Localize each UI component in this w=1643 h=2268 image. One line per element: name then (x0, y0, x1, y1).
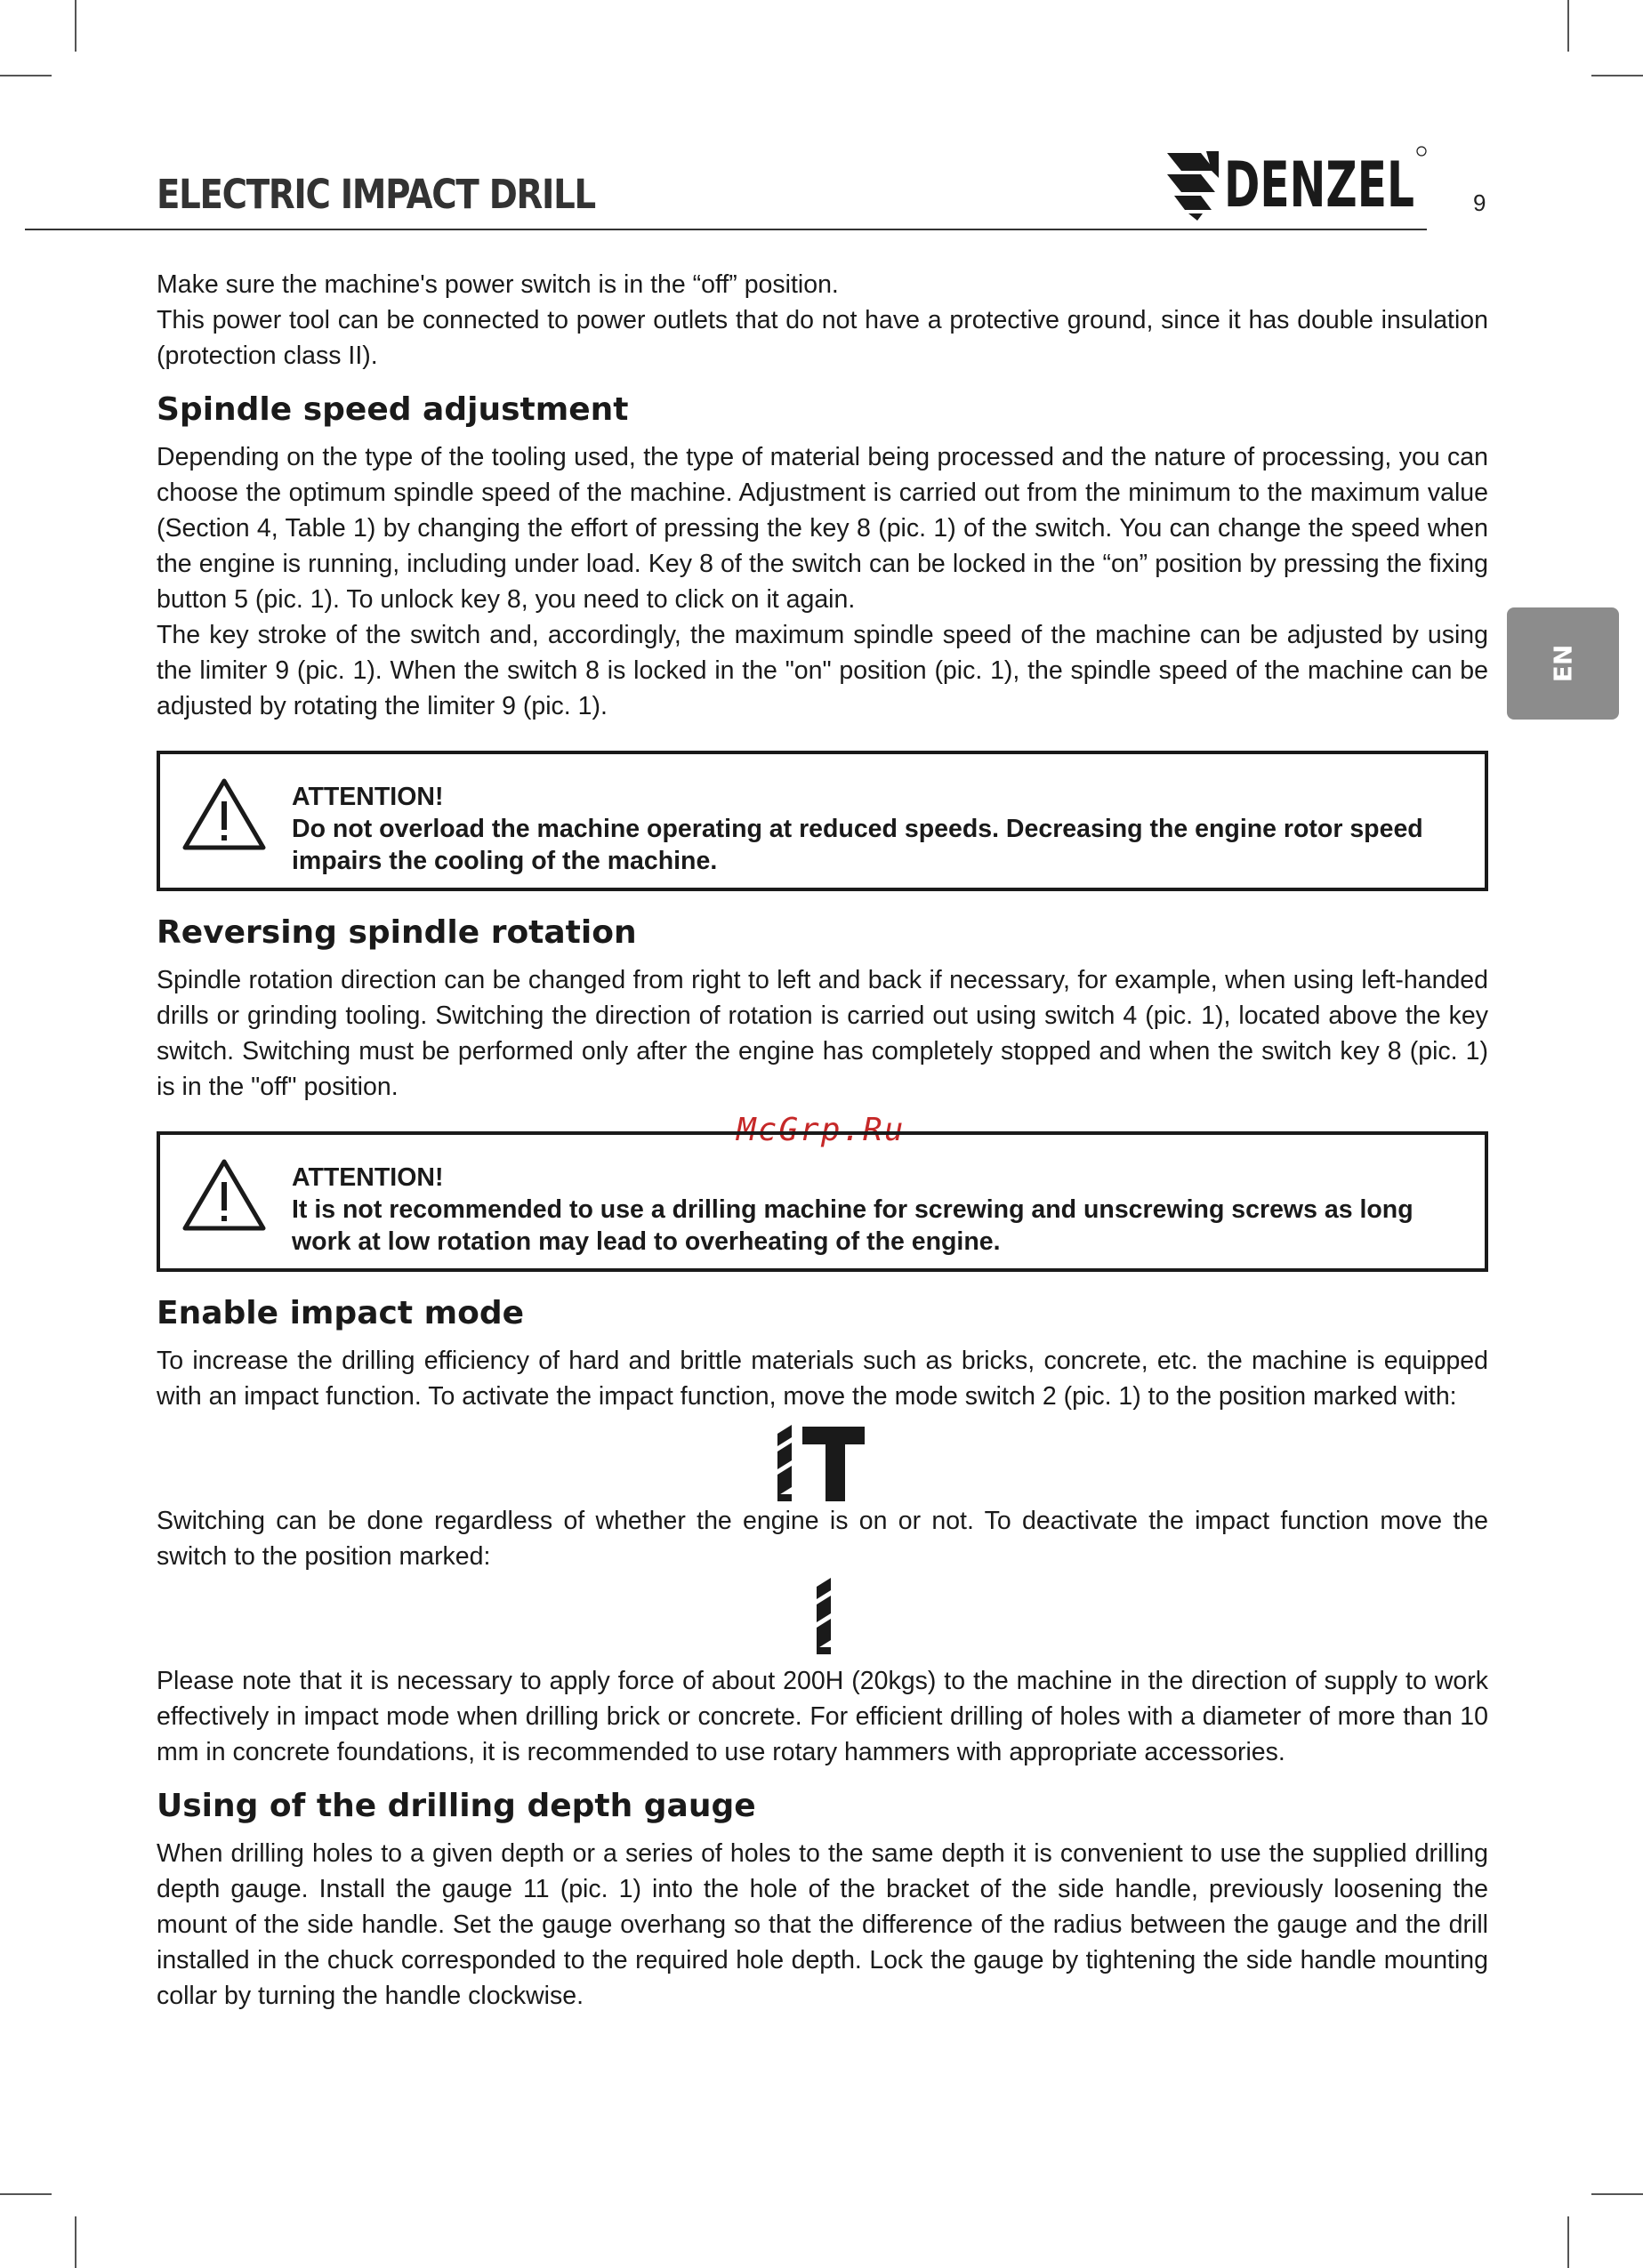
spindle-speed-paragraph: Depending on the type of the tooling used, the type of material being processed and the nature of processing, you can choose the optimum spindle speed of the machine. Adjustment is carried out from the minimum to the maximum value (Section 4, Table 1) by changing the effort of pressing the key 8 (pic. 1) of the switch. You can change the speed when the engine is running, including under load. Key 8 of the switch can be locked in the “on” position by pressing the fixing button 5 (pic. 1). To unlock key 8, you need to click on it again. (157, 443, 1488, 614)
crop-mark (1591, 75, 1643, 76)
attention-title: ATTENTION! (292, 1163, 444, 1192)
attention-title: ATTENTION! (292, 783, 444, 811)
language-tab-label: EN (1548, 644, 1578, 683)
page-number: 9 (1473, 189, 1486, 216)
attention-message: It is not recommended to use a drilling machine for screwing and unscrewing screws as long work at low rotation may lead to overheating of the engine. (292, 1195, 1413, 1256)
drill-symbol-row (157, 1574, 1488, 1663)
spindle-speed-paragraph: The key stroke of the switch and, accordingly, the maximum spindle speed of the machine can be adjusted by using the limiter 9 (pic. 1). When the switch 8 is locked in the "on" position (pic. 1), the spindle speed of the machine can be adjusted by rotating the limiter 9 (pic. 1). (157, 621, 1488, 720)
section-heading-depth-gauge: Using of the drilling depth gauge (157, 1788, 756, 1824)
attention-box (157, 1131, 1488, 1272)
page-content (157, 267, 1488, 2014)
crop-mark (75, 2216, 77, 2268)
crop-mark (1567, 2216, 1569, 2268)
crop-mark (1591, 2193, 1643, 2195)
impact-symbol-row (157, 1414, 1488, 1503)
attention-message: Do not overload the machine operating at reduced speeds. Decreasing the engine rotor speed impairs the cooling of the machine. (292, 815, 1423, 875)
reversing-paragraph: Spindle rotation direction can be changed from right to left and back if necessary, for example, when using left-handed drills or grinding tooling. Switching the direction of rotation is carried out using switch 4 (pic. 1), located above the key switch. Switching must be performed only after the engine has completely stopped and when the switch key 8 (pic. 1) is in the "off" position. (157, 966, 1488, 1101)
section-heading-reversing: Reversing spindle rotation (157, 914, 637, 951)
crop-mark (0, 75, 52, 76)
denzel-logo (1162, 142, 1429, 222)
impact-paragraph: Please note that it is necessary to apply force of about 200H (20kgs) to the machine in the direction of supply to work effectively in impact mode when drilling brick or concrete. For efficient drilling of holes with a diameter of more than 10 mm in concrete foundations, it is recommended to use rotary hammers with appropriate accessories. (157, 1667, 1488, 1766)
depth-gauge-paragraph: When drilling holes to a given depth or a series of holes to the same depth it is convenient to use the supplied drilling depth gauge. Install the gauge 11 (pic. 1) into the hole of the bracket of the side handle, previously loosening the mount of the side handle. Set the gauge overhang so that the difference of the radius between the gauge and the drill installed in the chuck corresponded to the required hole depth. Lock the gauge by tightening the side handle mounting collar by turning the handle clockwise. (157, 1839, 1488, 2010)
page-header-title: ELECTRIC IMPACT DRILL (157, 171, 595, 218)
crop-mark (75, 0, 77, 52)
attention-text-block (292, 1162, 1467, 1258)
drill-hammer-icon (772, 1425, 870, 1501)
watermark: McGrp.Ru (737, 1112, 906, 1148)
language-tab (1507, 607, 1619, 720)
header-rule (25, 229, 1427, 230)
attention-box (157, 751, 1488, 891)
intro-paragraph: Make sure the machine's power switch is in the “off” position. (157, 270, 839, 299)
impact-paragraph: To increase the drilling efficiency of hard and brittle materials such as bricks, concrete, etc. the machine is equipped with an impact function. To activate the impact function, move the mode switch 2 (pic. 1) to the position marked with: (157, 1347, 1488, 1411)
warning-triangle-icon (181, 1157, 267, 1234)
section-heading-spindle-speed: Spindle speed adjustment (157, 391, 629, 428)
crop-mark (0, 2193, 52, 2195)
svg-text:DENZEL: DENZEL (1224, 149, 1414, 221)
warning-triangle-icon (181, 776, 267, 853)
section-heading-impact: Enable impact mode (157, 1295, 524, 1331)
drill-icon (811, 1578, 836, 1654)
impact-paragraph: Switching can be done regardless of whether the engine is on or not. To deactivate the impact function move the switch to the position marked: (157, 1507, 1488, 1571)
attention-text-block (292, 781, 1467, 877)
crop-mark (1567, 0, 1569, 52)
intro-paragraph: This power tool can be connected to power outlets that do not have a protective ground, since it has double insulation (protection class II). (157, 306, 1488, 370)
